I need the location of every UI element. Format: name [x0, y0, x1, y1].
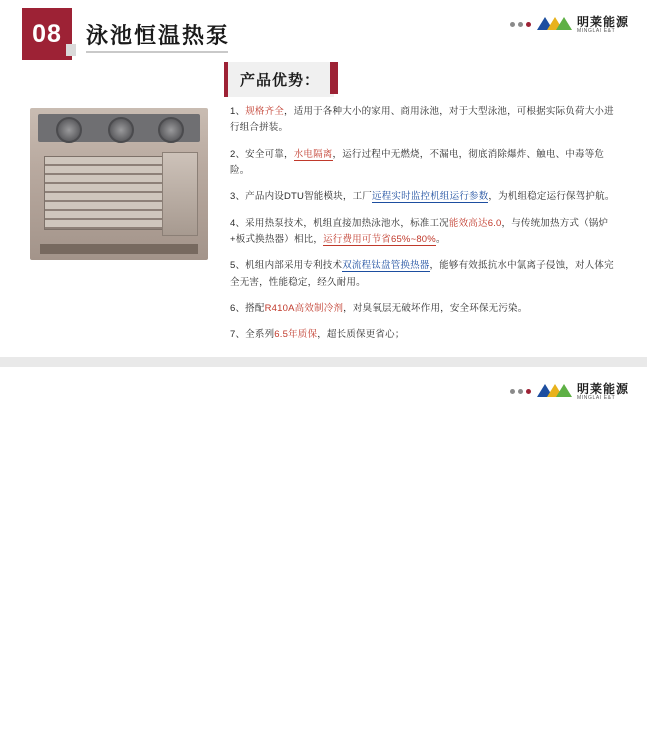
- logo-name-en: MINGLAI E&T: [576, 394, 616, 401]
- section-header-advantages: [224, 62, 334, 97]
- badge-shadow: [66, 44, 76, 56]
- section-header-accent-bar: [330, 62, 338, 94]
- list-item: 1、规格齐全，适用于各种大小的家用、商用泳池，对于大型泳池，可根据实际负荷大小进行组合拼装。: [230, 106, 614, 134]
- advantages-list: [230, 104, 620, 354]
- logo-dots-icon: [510, 22, 531, 27]
- product-base: [40, 244, 198, 254]
- fan-icon: [56, 117, 82, 143]
- slide-product-advantages: [0, 0, 647, 357]
- slide-project-cases: [0, 367, 647, 737]
- logo-triangles-icon: [537, 383, 571, 400]
- list-item: 4、采用热泵技术，机组直接加热泳池水，标准工况能效高达6.0，与传统加热方式（锅炉+板式换热器）相比，运行费用可节省65%~80%。: [230, 217, 609, 245]
- list-item: 7、全系列6.5年质保，超长质保更省心；: [230, 329, 405, 341]
- section-header-label: 产品优势：: [240, 72, 321, 89]
- list-item: 6、搭配R410A高效制冷剂，对臭氧层无破坏作用，安全环保无污染。: [230, 302, 528, 314]
- title-underline: [86, 51, 228, 53]
- slide-gap: [0, 357, 647, 367]
- product-grill: [44, 156, 166, 230]
- logo-text: [577, 16, 629, 34]
- fan-icon: [158, 117, 184, 143]
- logo-name-en: MINGLAI E&T: [576, 27, 616, 34]
- logo-text: [577, 383, 629, 401]
- page-title: 泳池恒温热泵: [86, 23, 231, 48]
- fan-icon: [108, 117, 134, 143]
- list-item: 5、机组内部采用专利技术双流程钛盘管换热器，能够有效抵抗水中氯离子侵蚀，对人体完全无害，性能稳定，经久耐用。: [230, 260, 614, 288]
- list-item: 2、安全可靠，水电隔离，运行过程中无燃烧，不漏电，彻底消除爆炸、触电、中毒等危险。: [230, 148, 605, 176]
- logo-triangles-icon: [537, 16, 571, 33]
- logo-dots-icon: [510, 389, 531, 394]
- logo-name-cn: 明莱能源: [576, 382, 629, 396]
- product-photo-heat-pump: [30, 108, 208, 260]
- list-item: 3、产品内设DTU智能模块，工厂远程实时监控机组运行参数，为机组稳定运行保驾护航。: [230, 191, 615, 203]
- brand-logo: [510, 16, 629, 34]
- logo-name-cn: 明莱能源: [576, 15, 629, 29]
- brand-logo: [510, 383, 629, 401]
- slide-number-badge: 08: [22, 8, 72, 60]
- product-side-panel: [162, 152, 198, 236]
